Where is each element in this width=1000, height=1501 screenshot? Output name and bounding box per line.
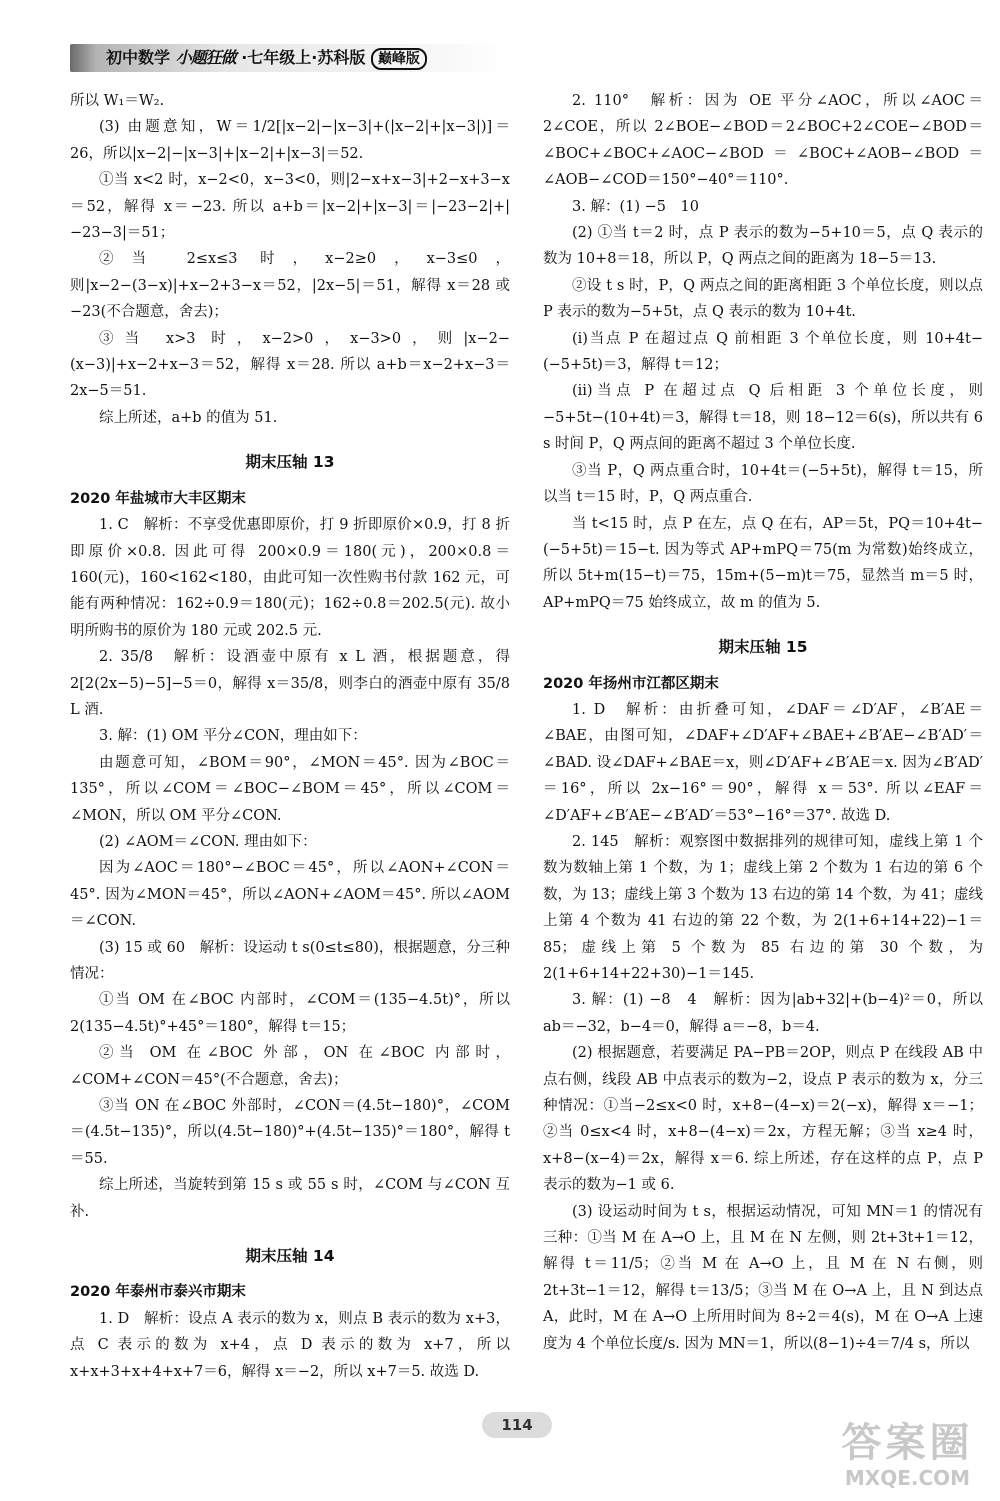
paragraph: ③当 x>3 时，x−2>0，x−3>0，则|x−2−(x−3)|+x−2+x−3＝52，解得 x＝28. 所以 a+b＝x−2+x−3＝2x−5＝51. — [70, 330, 510, 400]
watermark-text: 答案圈 — [841, 1420, 974, 1466]
paragraph: 综上所述，a+b 的值为 51. — [99, 409, 278, 426]
header-grade: ·七年级上·苏科版 — [241, 48, 366, 67]
header-brand-logo: 小题狂做 — [175, 48, 236, 67]
header-badge: 巅峰版 — [371, 48, 427, 70]
paragraph: 1. D 解析：由折叠可知，∠DAF＝∠D′AF，∠B′AE＝∠BAE，由图可知，∠DAF+∠D′AF+∠BAE+∠B′AE−∠B′AD′＝∠BAD. 设∠DAF+∠BAE＝x，则∠D′AF+∠B′AE＝x. 因为∠B′AD′＝16°，所以 2x−16°＝90°，解得 x＝53°. 所以∠EAF＝∠D′AF+∠B′AE−∠B′AD′＝53°−16°＝37°. 故选 D. — [543, 701, 983, 824]
paragraph: ③当 P，Q 两点重合时，10+4t＝(−5+5t)，解得 t＝15，所以当 t＝15 时，P，Q 两点重合. — [543, 462, 983, 506]
paragraph: 1. C 解析：不享受优惠即原价，打 9 折即原价×0.9，打 8 折即原价×0.8. 因此可得 200×0.9＝180(元)，200×0.8＝160(元)，160<162<180，由此可知一次性购书付款 162 元，可能有两种情况：162÷0.9＝180(元)；162÷0.8＝202.5(元). 故小明所购书的原价为 180 元或 202.5 元. — [70, 517, 510, 639]
watermark-logo — [820, 1420, 995, 1496]
paragraph: ①当 OM 在∠BOC 内部时，∠COM＝(135−4.5t)°，所以 2(135−4.5t)°+45°＝180°，解得 t＝15； — [70, 992, 510, 1035]
paragraph: ③当 ON 在∠BOC 外部时，∠CON＝(4.5t−180)°，∠COM＝(4.5t−135)°，所以(4.5t−180)°+(4.5t−135)°＝180°，解得 t＝55. — [70, 1098, 510, 1167]
section-title: 期末压轴 15 — [718, 638, 808, 657]
paragraph: 因为∠AOC＝180°−∠BOC＝45°，所以∠AON+∠CON＝45°. 因为∠MON＝45°，所以∠AON+∠AOM＝45°. 所以∠AOM＝∠CON. — [70, 860, 510, 930]
paragraph: 综上所述，当旋转到第 15 s 或 55 s 时，∠COM 与∠CON 互补. — [70, 1177, 510, 1220]
paragraph: ②当 OM 在∠BOC 外部，ON 在∠BOC 内部时，∠COM+∠CON＝45°(不合题意，舍去)； — [70, 1045, 510, 1088]
paragraph: 2. 110° 解析：因为 OE 平分∠AOC，所以∠AOC＝2∠COE，所以 2∠BOE−∠BOD＝2∠BOC+2∠COE−∠BOD＝∠BOC+∠BOC+∠AOC−∠BOD＝∠BOC+∠AOB−∠BOD＝∠AOB−∠COD＝150°−40°＝110°. — [543, 93, 983, 189]
paragraph: (i)当点 P 在超过点 Q 前相距 3 个单位长度，则 10+4t−(−5+5t)＝3，解得 t＝12； — [543, 330, 983, 374]
section-title: 期末压轴 13 — [245, 453, 335, 472]
paragraph: (3) 设运动时间为 t s，根据运动情况，可知 MN＝1 的情况有三种：①当 M 在 A→O 上，且 M 在 N 左侧，则 2t+3t+1＝12，解得 t＝11/5；②当 M 在 A→O 上，且 M 在 N 右侧，则 2t+3t−1＝12，解得 t＝13/5；③当 M 在 O→A 上，且 N 到达点 A，此时，M 在 A→O 上所用时间为 8÷2＝4(s)，M 在 O→A 上速度为 4 个单位长度/s. 因为 MN＝1，所以(8−1)÷4＝7/4 s，所以 — [543, 1203, 983, 1352]
paragraph: ①当 x<2 时，x−2<0，x−3<0，则|2−x+x−3|+2−x+3−x＝52，解得 x＝−23. 所以 a+b＝|x−2|+|x−3|＝|−23−2|+|−23−3|＝51； — [70, 172, 510, 242]
paragraph: (2) ∠AOM＝∠CON. 理由如下： — [99, 833, 317, 850]
exam-title: 2020 年扬州市江都区期末 — [543, 675, 719, 692]
paragraph: 2. 35/8 解析：设酒壶中原有 x L 酒，根据题意，得 2[2(2x−5)−5]−5＝0，解得 x＝35/8，则李白的酒壶中原有 35/8 L 酒. — [70, 649, 510, 718]
paragraph: 由题意可知，∠BOM＝90°，∠MON＝45°. 因为∠BOC＝135°，所以∠COM＝∠BOC−∠BOM＝45°，所以∠COM＝∠MON，所以 OM 平分∠CON. — [70, 754, 510, 824]
paragraph: (2) ①当 t＝2 时，点 P 表示的数为−5+10＝5，点 Q 表示的数为 10+8＝18，所以 P，Q 两点之间的距离为 18−5＝13. — [543, 225, 983, 268]
header-subject: 初中数学 — [106, 48, 171, 67]
paragraph: (2) 根据题意，若要满足 PA−PB＝2OP，则点 P 在线段 AB 中点右侧，线段 AB 中点表示的数为−2，设点 P 表示的数为 x，分三种情况：①当−2≤x<0 时，x+8−(4−x)＝2(−x)，解得 x＝−1；②当 0≤x<4 时，x+8−(4−x)＝2x，方程无解；③当 x≥4 时，x+8−(x−4)＝2x，解得 x＝6. 综上所述，存在这样的点 P，点 P 表示的数为−1 或 6. — [543, 1045, 983, 1194]
exam-title: 2020 年盐城市大丰区期末 — [70, 490, 246, 507]
page-header — [70, 38, 510, 76]
paragraph: 3. 解：(1) OM 平分∠CON，理由如下： — [99, 728, 367, 745]
paragraph: ②设 t s 时，P，Q 两点之间的距离相距 3 个单位长度，则以点 P 表示的数为−5+5t，点 Q 表示的数为 10+4t. — [543, 277, 983, 321]
paragraph: 3. 解：(1) −5 10 — [572, 198, 699, 215]
exam-title: 2020 年泰州市泰兴市期末 — [70, 1284, 246, 1301]
watermark-url: MXQE.COM — [844, 1466, 971, 1490]
section-title: 期末压轴 14 — [245, 1247, 335, 1266]
paragraph: 2. 145 解析：观察图中数据排列的规律可知，虚线上第 1 个数为数轴上第 1 个数，为 1；虚线上第 2 个数为 1 右边的第 6 个数，为 13；虚线上第 3 个数为 13 右边的第 14 个数，为 41；虚线上第 4 个数为 41 右边的第 22 个数，为 2(1+6+14+22)−1＝85；虚线上第 5 个数为 85 右边的第 30 个数，为 2(1+6+14+22+30)−1＝145. — [543, 833, 983, 982]
left-column — [70, 88, 510, 1385]
paragraph: (3) 由题意知，W＝1/2[|x−2|−|x−3|+(|x−2|+|x−3|)]＝26，所以|x−2|−|x−3|+|x−2|+|x−3|＝52. — [70, 119, 510, 162]
paragraph: (ii)当点 P 在超过点 Q 后相距 3 个单位长度，则−5+5t−(10+4t)＝3，解得 t＝18，则 18−12＝6(s)，所以共有 6 s 时间 P，Q 两点间的距离不超过 3 个单位长度. — [543, 383, 983, 453]
right-column — [543, 88, 983, 1357]
paragraph: (3) 15 或 60 解析：设运动 t s(0≤t≤80)，根据题意，分三种情况： — [70, 939, 510, 982]
page-number: 114 — [482, 1412, 552, 1438]
paragraph: 所以 W₁＝W₂. — [70, 93, 165, 109]
paragraph: 3. 解：(1) −8 4 解析：因为|ab+32|+(b−4)²＝0，所以 ab＝−32，b−4＝0，解得 a＝−8，b＝4. — [543, 992, 983, 1035]
paragraph: ②当 2≤x≤3 时，x−2≥0，x−3≤0，则|x−2−(3−x)|+x−2+3−x＝52，|2x−5|＝51，解得 x＝28 或−23(不合题意，舍去)； — [70, 251, 510, 321]
header-title — [106, 45, 427, 70]
paragraph: 1. D 解析：设点 A 表示的数为 x，则点 B 表示的数为 x+3，点 C 表示的数为 x+4，点 D 表示的数为 x+7，所以 x+x+3+x+4+x+7＝6，解得 x＝−2，所以 x+7＝5. 故选 D. — [70, 1310, 510, 1380]
paragraph: 当 t<15 时，点 P 在左，点 Q 在右，AP＝5t，PQ＝10+4t−(−5+5t)＝15−t. 因为等式 AP+mPQ＝75(m 为常数)始终成立，所以 5t+m(15−t)＝75，15m+(5−m)t＝75，显然当 m＝5 时，AP+mPQ＝75 始终成立，故 m 的值为 5. — [543, 515, 983, 611]
